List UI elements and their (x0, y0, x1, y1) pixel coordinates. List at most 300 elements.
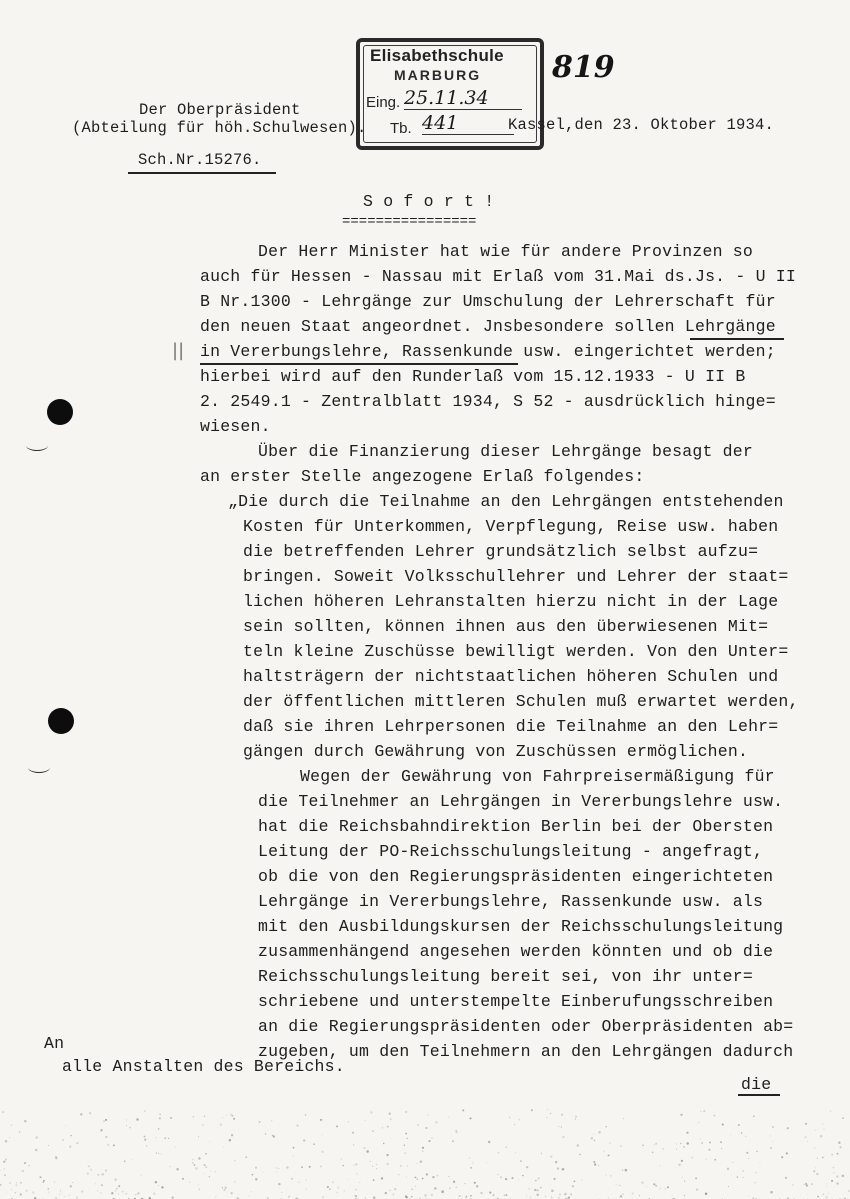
noise-speck (642, 1182, 644, 1184)
noise-speck (353, 1144, 355, 1146)
noise-speck (575, 1116, 576, 1117)
body-line: die Teilnehmer an Lehrgängen in Vererbungslehre usw. (258, 792, 784, 811)
noise-speck (526, 1166, 528, 1168)
noise-speck (509, 1117, 510, 1118)
noise-speck (696, 1188, 699, 1191)
noise-speck (721, 1148, 722, 1149)
noise-speck (101, 1173, 104, 1176)
noise-speck (209, 1176, 210, 1177)
noise-speck (815, 1167, 816, 1168)
noise-speck (422, 1178, 424, 1180)
noise-speck (159, 1117, 161, 1119)
noise-speck (35, 1149, 38, 1152)
noise-speck (229, 1139, 231, 1141)
noise-speck (160, 1153, 161, 1154)
noise-speck (625, 1169, 628, 1172)
stamp-school-name: Elisabethschule (370, 46, 504, 65)
noise-speck (836, 1182, 838, 1184)
noise-speck (278, 1183, 280, 1185)
noise-speck (309, 1166, 311, 1168)
noise-speck (807, 1141, 808, 1142)
noise-speck (550, 1155, 552, 1157)
noise-speck (598, 1165, 599, 1166)
noise-speck (111, 1192, 113, 1194)
body-line: in Vererbungslehre, Rassenkunde usw. eingerichtet werden; (200, 342, 776, 361)
noise-speck (48, 1145, 49, 1146)
stamp-tb-number: 441 (422, 112, 514, 135)
noise-speck (574, 1180, 576, 1182)
noise-speck (839, 1146, 841, 1148)
noise-speck (420, 1160, 423, 1163)
noise-speck (591, 1137, 593, 1139)
noise-speck (411, 1196, 413, 1198)
noise-speck (676, 1149, 677, 1150)
body-line: ob die von den Regierungspräsidenten eingerichteten (258, 867, 774, 886)
noise-speck (230, 1114, 232, 1116)
margin-tick-top (26, 440, 48, 451)
noise-speck (572, 1185, 574, 1187)
noise-speck (815, 1130, 816, 1131)
noise-speck (515, 1152, 516, 1153)
body-line: Lehrgänge in Vererbungslehre, Rassenkunde usw. als (258, 892, 764, 911)
noise-speck (728, 1186, 729, 1187)
noise-speck (0, 1184, 2, 1186)
noise-speck (3, 1168, 4, 1169)
noise-speck (654, 1144, 655, 1145)
noise-speck (105, 1136, 107, 1138)
noise-speck (88, 1165, 90, 1167)
noise-speck (564, 1193, 566, 1195)
body-line: Der Herr Minister hat wie für andere Provinzen so (258, 242, 753, 261)
noise-speck (265, 1133, 267, 1135)
noise-speck (422, 1151, 423, 1152)
noise-speck (222, 1117, 223, 1118)
noise-speck (192, 1162, 194, 1164)
noise-speck (9, 1182, 11, 1184)
noise-speck (683, 1146, 685, 1148)
noise-speck (462, 1109, 464, 1111)
noise-speck (55, 1157, 57, 1159)
noise-speck (372, 1130, 374, 1132)
noise-speck (271, 1120, 272, 1121)
noise-speck (536, 1194, 538, 1196)
noise-speck (608, 1155, 610, 1157)
noise-speck (441, 1191, 444, 1194)
noise-speck (505, 1178, 507, 1180)
noise-speck (118, 1185, 120, 1187)
noise-speck (705, 1193, 707, 1195)
noise-speck (504, 1195, 505, 1196)
noise-speck (676, 1143, 677, 1144)
noise-speck (164, 1137, 166, 1139)
noise-speck (348, 1179, 349, 1180)
noise-speck (170, 1117, 172, 1119)
noise-speck (6, 1192, 7, 1193)
noise-speck (43, 1180, 45, 1182)
noise-speck (505, 1146, 507, 1148)
noise-speck (355, 1189, 357, 1191)
noise-speck (558, 1197, 560, 1199)
noise-speck (820, 1135, 822, 1137)
noise-speck (252, 1174, 254, 1176)
noise-speck (97, 1190, 98, 1191)
noise-speck (204, 1116, 205, 1117)
noise-speck (787, 1197, 788, 1198)
noise-speck (189, 1182, 190, 1183)
noise-speck (390, 1190, 391, 1191)
noise-speck (35, 1136, 38, 1139)
noise-speck (837, 1153, 839, 1155)
quote-line: gängen durch Gewährung von Zuschüssen ermöglichen. (243, 742, 749, 761)
noise-speck (786, 1152, 788, 1154)
noise-speck (550, 1113, 551, 1114)
noise-speck (366, 1150, 369, 1153)
noise-speck (469, 1157, 470, 1158)
noise-speck (561, 1114, 563, 1116)
place-date: Kassel,den 23. Oktober 1934. (508, 116, 775, 134)
noise-speck (126, 1120, 127, 1121)
noise-speck (709, 1141, 711, 1143)
noise-speck (291, 1178, 293, 1180)
noise-speck (833, 1167, 834, 1168)
noise-speck (156, 1137, 157, 1138)
catchword-underline (738, 1094, 780, 1096)
noise-speck (363, 1147, 365, 1149)
noise-speck (561, 1126, 562, 1127)
noise-speck (535, 1180, 536, 1181)
header-department: (Abteilung für höh.Schulwesen). (72, 119, 367, 137)
noise-speck (825, 1196, 827, 1198)
noise-speck (343, 1190, 345, 1192)
noise-speck (659, 1165, 660, 1166)
noise-speck (760, 1162, 761, 1163)
noise-speck (158, 1128, 160, 1130)
noise-speck (144, 1139, 146, 1141)
noise-speck (411, 1188, 413, 1190)
noise-speck (124, 1160, 126, 1162)
noise-speck (136, 1118, 139, 1121)
noise-speck (376, 1164, 377, 1165)
noise-speck (703, 1110, 705, 1112)
noise-speck (814, 1148, 815, 1149)
noise-speck (416, 1163, 417, 1164)
noise-speck (47, 1188, 49, 1190)
noise-speck (255, 1178, 257, 1180)
noise-speck (69, 1194, 70, 1195)
noise-speck (732, 1162, 733, 1163)
noise-speck (805, 1123, 807, 1125)
noise-speck (161, 1186, 163, 1188)
noise-speck (620, 1195, 622, 1197)
quote-line: die betreffenden Lehrer grundsätzlich selbst aufzu= (243, 542, 759, 561)
noise-speck (373, 1196, 376, 1199)
noise-speck (742, 1170, 744, 1172)
noise-speck (54, 1181, 55, 1182)
noise-speck (608, 1197, 609, 1198)
noise-speck (193, 1116, 194, 1117)
catchword: die (741, 1075, 772, 1094)
noise-speck (405, 1133, 407, 1135)
noise-speck (14, 1192, 16, 1194)
noise-speck (385, 1192, 387, 1194)
noise-speck (158, 1153, 159, 1154)
noise-speck (428, 1140, 430, 1142)
noise-speck (65, 1125, 66, 1126)
noise-speck (682, 1177, 683, 1178)
noise-speck (842, 1117, 844, 1119)
noise-speck (598, 1131, 601, 1134)
noise-speck (817, 1158, 818, 1159)
noise-speck (770, 1191, 772, 1193)
noise-speck (356, 1173, 358, 1175)
handwritten-number: 819 (552, 50, 615, 85)
noise-speck (505, 1194, 507, 1196)
noise-speck (4, 1174, 6, 1176)
noise-speck (43, 1181, 44, 1182)
noise-speck (833, 1172, 834, 1173)
noise-speck (822, 1123, 823, 1124)
noise-speck (480, 1192, 482, 1194)
noise-speck (28, 1165, 30, 1167)
noise-speck (404, 1145, 405, 1146)
noise-speck (448, 1117, 449, 1118)
noise-speck (90, 1169, 92, 1171)
quote-line: sein sollten, können ihnen aus den überwiesenen Mit= (243, 617, 769, 636)
noise-speck (404, 1152, 406, 1154)
noise-speck (69, 1146, 71, 1148)
noise-speck (700, 1138, 701, 1139)
noise-speck (336, 1125, 338, 1127)
body-line: an erster Stelle angezogene Erlaß folgendes: (200, 467, 645, 486)
noise-speck (126, 1125, 127, 1126)
noise-speck (822, 1157, 824, 1159)
noise-speck (169, 1166, 170, 1167)
noise-speck (234, 1181, 235, 1182)
noise-speck (114, 1178, 116, 1180)
noise-speck (273, 1135, 275, 1137)
noise-speck (620, 1145, 622, 1147)
quote-line: lichen höheren Lehranstalten hierzu nicht in der Lage (243, 592, 779, 611)
noise-speck (387, 1154, 389, 1156)
noise-speck (80, 1113, 82, 1115)
noise-speck (3, 1161, 5, 1163)
noise-speck (272, 1135, 274, 1137)
noise-speck (95, 1183, 96, 1184)
noise-speck (153, 1193, 155, 1195)
noise-speck (531, 1109, 533, 1111)
underline-vererbungslehre (200, 363, 518, 365)
noise-speck (70, 1185, 72, 1187)
quote-line: der öffentlichen mittleren Schulen muß erwartet werden, (243, 692, 799, 711)
noise-speck (609, 1142, 610, 1143)
noise-speck (394, 1188, 396, 1190)
noise-speck (568, 1197, 570, 1199)
noise-speck (665, 1188, 666, 1189)
noise-speck (842, 1175, 845, 1178)
noise-speck (305, 1114, 306, 1115)
noise-speck (87, 1173, 89, 1175)
noise-speck (836, 1175, 838, 1177)
noise-speck (520, 1160, 521, 1161)
noise-speck (231, 1115, 233, 1117)
noise-speck (118, 1194, 119, 1195)
noise-speck (605, 1126, 606, 1127)
noise-speck (695, 1177, 697, 1179)
noise-speck (593, 1133, 594, 1134)
noise-speck (738, 1124, 740, 1126)
body-line: auch für Hessen - Nassau mit Erlaß vom 31.Mai ds.Js. - U II (200, 267, 796, 286)
noise-speck (5, 1158, 7, 1160)
noise-speck (772, 1141, 773, 1142)
noise-speck (431, 1194, 433, 1196)
noise-speck (202, 1124, 204, 1126)
noise-speck (465, 1196, 467, 1198)
body-line: Über die Finanzierung dieser Lehrgänge besagt der (258, 442, 753, 461)
noise-speck (472, 1162, 473, 1163)
noise-speck (203, 1173, 204, 1174)
noise-speck (129, 1127, 131, 1129)
noise-speck (293, 1147, 295, 1149)
noise-speck (623, 1118, 624, 1119)
noise-speck (103, 1120, 104, 1121)
noise-speck (209, 1141, 210, 1142)
noise-speck (288, 1196, 290, 1198)
noise-speck (132, 1159, 133, 1160)
stamp-city: MARBURG (394, 67, 482, 83)
noise-speck (806, 1184, 808, 1186)
noise-speck (562, 1136, 564, 1138)
noise-speck (551, 1196, 553, 1198)
noise-speck (81, 1190, 83, 1192)
noise-speck (787, 1127, 789, 1129)
noise-speck (276, 1167, 277, 1168)
noise-speck (754, 1182, 755, 1183)
pencil-margin-mark: || (172, 340, 185, 361)
noise-speck (303, 1139, 305, 1141)
reference-underline (128, 172, 276, 174)
noise-speck (126, 1193, 127, 1194)
noise-speck (826, 1186, 827, 1187)
noise-speck (545, 1196, 546, 1197)
document-title: S o f o r t ! (363, 192, 495, 211)
noise-speck (817, 1196, 819, 1198)
noise-speck (105, 1119, 107, 1121)
noise-speck (144, 1110, 146, 1112)
noise-speck (327, 1186, 329, 1188)
noise-speck (579, 1154, 581, 1156)
noise-speck (72, 1182, 73, 1183)
noise-speck (70, 1135, 71, 1136)
stamp-tb-label: Tb. (390, 120, 412, 137)
noise-speck (406, 1177, 407, 1178)
noise-speck (198, 1157, 201, 1160)
noise-speck (39, 1176, 41, 1178)
noise-speck (159, 1114, 160, 1115)
noise-speck (540, 1187, 542, 1189)
noise-speck (355, 1195, 357, 1197)
body-line: 2. 2549.1 - Zentralblatt 1934, S 52 - ausdrücklich hinge= (200, 392, 776, 411)
noise-speck (680, 1143, 682, 1145)
quote-line: „Die durch die Teilnahme an den Lehrgängen entstehenden (228, 492, 784, 511)
noise-speck (296, 1125, 298, 1127)
noise-speck (497, 1174, 498, 1175)
noise-speck (286, 1166, 289, 1169)
noise-speck (321, 1151, 323, 1153)
body-line: den neuen Staat angeordnet. Jnsbesondere sollen Lehrgänge (200, 317, 776, 336)
noise-speck (25, 1190, 27, 1192)
noise-speck (526, 1196, 527, 1197)
body-line: Reichsschulungsleitung bereit sei, von ihr unter= (258, 967, 753, 986)
noise-speck (234, 1160, 235, 1161)
noise-speck (816, 1173, 819, 1176)
noise-speck (370, 1111, 373, 1114)
noise-speck (400, 1165, 402, 1167)
body-line: zusammenhängend angesehen werden könnten und ob die (258, 942, 774, 961)
noise-speck (59, 1194, 60, 1195)
noise-speck (701, 1111, 702, 1112)
noise-speck (686, 1132, 688, 1134)
noise-speck (137, 1192, 139, 1194)
noise-speck (204, 1164, 206, 1166)
noise-speck (753, 1116, 754, 1117)
noise-speck (546, 1117, 547, 1118)
noise-speck (0, 1170, 1, 1172)
noise-speck (101, 1184, 103, 1186)
body-line: an die Regierungspräsidenten oder Oberpräsidenten ab= (258, 1017, 794, 1036)
noise-speck (222, 1187, 223, 1188)
noise-speck (563, 1168, 565, 1170)
punch-hole-bottom (48, 708, 74, 734)
noise-speck (359, 1182, 360, 1183)
noise-speck (223, 1146, 224, 1147)
noise-speck (558, 1126, 559, 1127)
noise-speck (376, 1168, 377, 1169)
noise-speck (9, 1137, 10, 1138)
noise-speck (155, 1181, 158, 1184)
body-line: hat die Reichsbahndirektion Berlin bei der Obersten (258, 817, 774, 836)
noise-speck (770, 1135, 771, 1136)
noise-speck (11, 1189, 12, 1190)
noise-speck (329, 1189, 330, 1190)
noise-speck (16, 1182, 17, 1183)
noise-speck (610, 1175, 611, 1176)
noise-speck (474, 1182, 476, 1184)
noise-speck (708, 1149, 710, 1151)
noise-speck (407, 1138, 408, 1139)
noise-speck (681, 1160, 683, 1162)
noise-speck (470, 1167, 472, 1169)
noise-speck (536, 1189, 538, 1191)
noise-speck (141, 1175, 142, 1176)
noise-speck (605, 1174, 606, 1175)
noise-speck (822, 1193, 824, 1195)
noise-speck (570, 1193, 572, 1195)
punch-hole-top (47, 399, 73, 425)
noise-speck (24, 1120, 26, 1122)
noise-speck (416, 1178, 417, 1179)
noise-speck (398, 1174, 399, 1175)
noise-speck (616, 1184, 617, 1185)
noise-speck (470, 1195, 472, 1197)
noise-speck (381, 1177, 383, 1179)
noise-speck (772, 1126, 774, 1128)
noise-speck (575, 1118, 576, 1119)
noise-speck (528, 1188, 530, 1190)
noise-speck (135, 1194, 136, 1195)
noise-speck (619, 1185, 620, 1186)
noise-speck (653, 1183, 655, 1185)
noise-speck (489, 1192, 491, 1194)
